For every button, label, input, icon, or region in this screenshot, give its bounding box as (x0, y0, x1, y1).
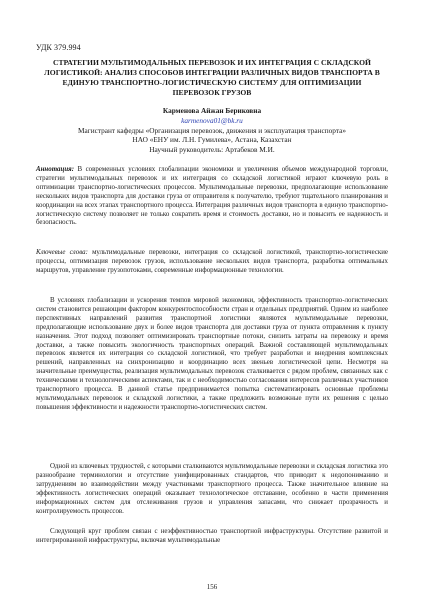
keywords-text: мультимодальные перевозки, интеграция со складской логистикой, транспортно-логистические процессы, оптимизация перевозок грузов, использование нескольких видов транспорта, разработка оптимальных маршрутов, управление грузопотоками, современные информационные технологии. (36, 249, 388, 274)
keywords-label: Ключевые слова: (36, 249, 88, 256)
author-email[interactable]: karmenova01@bk.ru (181, 115, 243, 125)
body-paragraph: Одной из ключевых трудностей, с которыми сталкиваются мультимодальные перевозки и складская логистика это разнообразие терминологии и отсутствие унифицированных стандартов, что приводит к недопониманию и затруднениям во взаимодействии между участниками транспортного процесса. Также значительное влияние на эффективность логистических операций оказывает технологическое отставание, особенно в части применения информационных систем для отслеживания грузов и управления запасами, что снижает прозрачность и контролируемость процессов. (36, 463, 388, 515)
keywords (36, 249, 388, 276)
body-paragraph: В условиях глобализации и ускорения темпов мировой экономики, эффективность транспортно-логистических систем становится решающим фактором конкурентоспособности стран и отдельных предприятий. Одним из наиболее перспективных направлений развития транспортной логистики являются мультимодальные перевозки, предполагающие использование двух и более видов транспорта для доставки груза от пункта отправления к пункту назначения. Этот подход позволяет оптимизировать транспортные потоки, снизить затраты на перевозку и время доставки, а также повысить экологичность транспортных операций. Важной составляющей мультимодальных перевозок является их интеграция со складской логистикой, что требует разработки и внедрения комплексных решений, направленных на синхронизацию и координацию всех звеньев логистической цепи. Несмотря на значительные преимущества, реализация мультимодальных перевозок сталкивается с рядом проблем, связанных как с техническими и технологическими аспектами, так и с необходимостью согласования интересов различных участников транспортного процесса. В данной статье предпринимается попытка систематизировать основные проблемы мультимодальных перевозок и складской логистики, а также предложить возможные пути их решения с целью повышения эффективности и надежности транспортно-логистических систем. (36, 297, 388, 411)
author-block (36, 106, 388, 155)
author-position: Магистрант кафедры «Организация перевозок, движения и эксплуатация транспорта» (78, 125, 346, 135)
abstract (36, 166, 388, 228)
author-affiliation: НАО «ЕНУ им. Л.Н. Гумилева», Астана, Казахстан (132, 135, 292, 145)
udk-code: УДК 379.994 (36, 43, 81, 52)
author-name: Карменова Айжан Бериковна (162, 106, 262, 115)
article-title: СТРАТЕГИИ МУЛЬТИМОДАЛЬНЫХ ПЕРЕВОЗОК И ИХ ИНТЕГРАЦИЯ С СКЛАДСКОЙ ЛОГИСТИКОЙ: АНАЛИЗ СПОСОБОВ ИНТЕГРАЦИИ РАЗЛИЧНЫХ ВИДОВ ТРАНСПОРТА В ЕДИНУЮ ТРАНСПОРТНО-ЛОГИСТИЧЕСКУЮ СИСТЕМУ ДЛЯ ОПТИМИЗАЦИИ ПЕРЕВОЗОК ГРУЗОВ (44, 58, 380, 97)
scientific-supervisor: Научный руководитель: Артабеков М.И. (149, 145, 275, 155)
abstract-label: Аннотация: (36, 166, 75, 173)
body-paragraph: Следующей круг проблем связан с неэффективностью транспортной инфраструктуры. Отсутствие развитой и интегрированной инфраструктуры, включая мультимодальные (36, 528, 388, 544)
page-number: 156 (206, 583, 218, 591)
abstract-text: В современных условиях глобализации экономики и увеличения объемов международной торговли, стратегии мультимодальных перевозок и их интеграция со складской логистикой играют ключевую роль в оптимизации транспортно-логистических процессов. Мультимодальные перевозки, предполагающие использование нескольких видов транспорта для доставки груза от отправителя к получателю, требуют тщательного планирования и координации на всех этапах транспортного процесса. Интеграция различных видов транспорта в единую транспортно-логистическую систему позволяет не только сократить время и стоимость доставки, но и повысить ее надежность и безопасность. (36, 166, 388, 227)
